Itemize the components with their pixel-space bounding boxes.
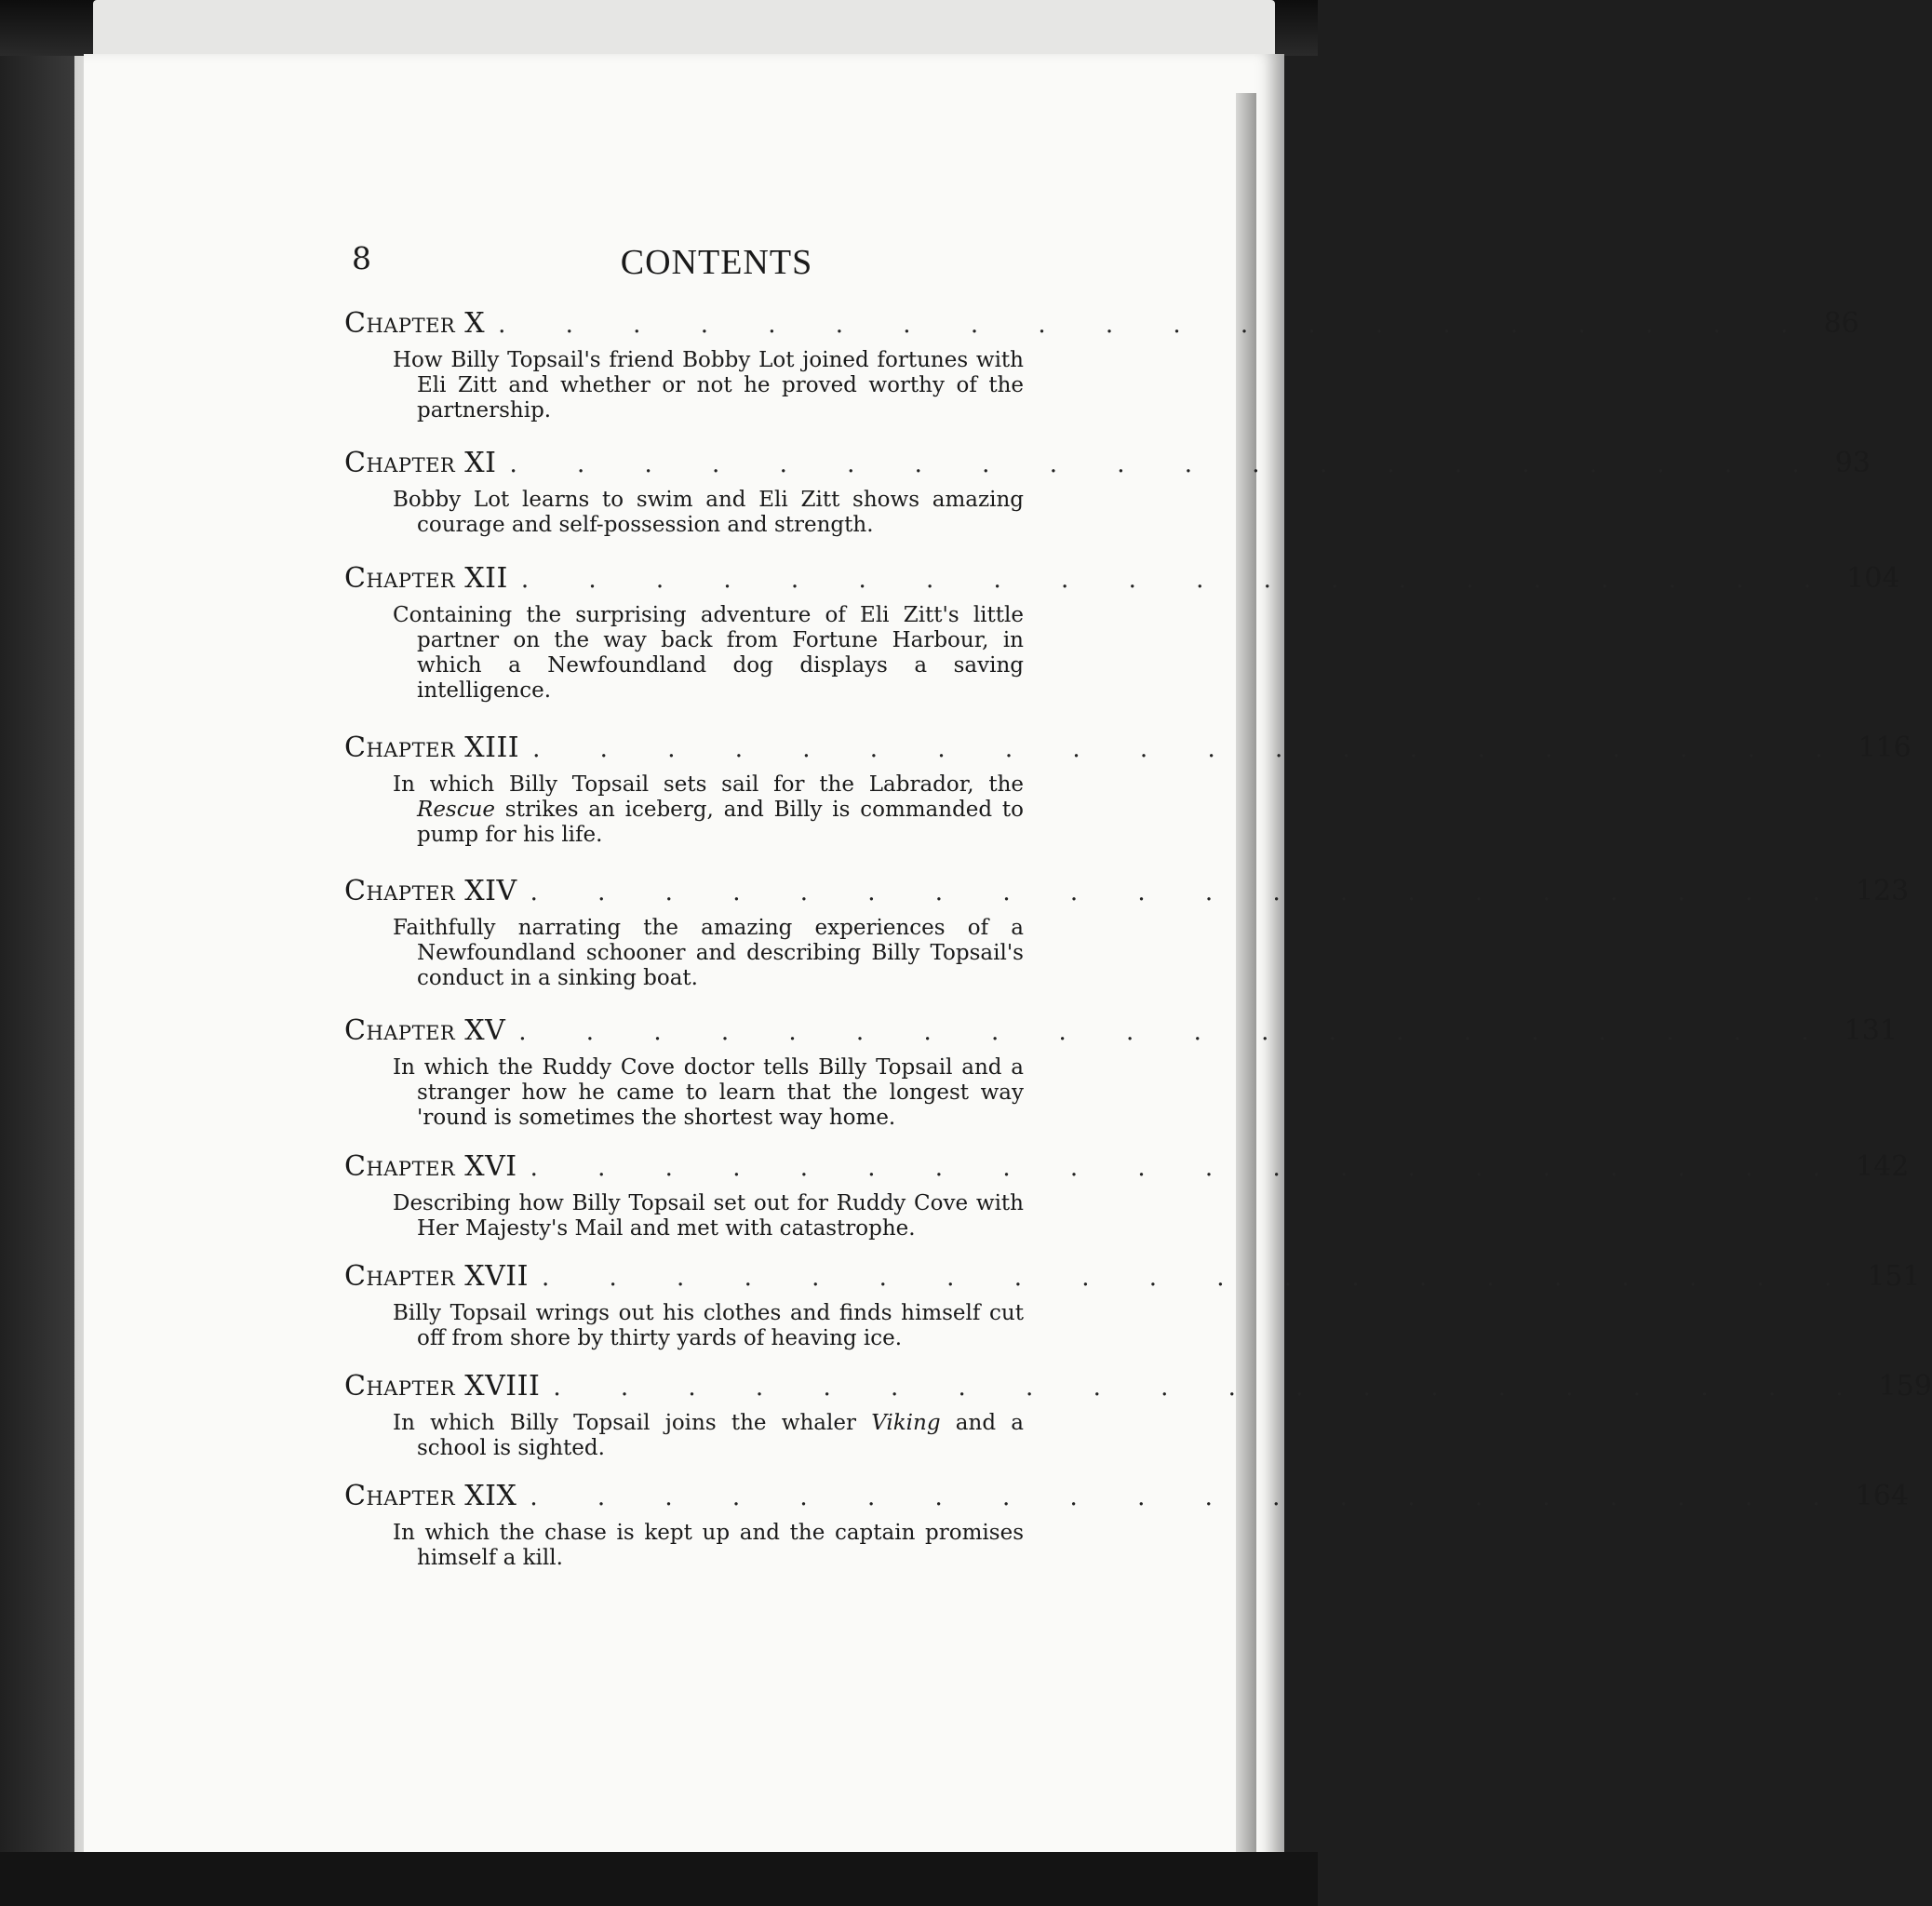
dot-leader: . . . . . . . . . . . . . . . . . . . . bbox=[518, 1018, 1835, 1046]
chapter-summary: In which the Ruddy Cove doctor tells Billy Topsail and a stranger how he came to learn that the longest way 'round is sometimes the shortest way home. bbox=[393, 1055, 1024, 1130]
chapter-summary: Describing how Billy Topsail set out for Ruddy Cove with Her Majesty's Mail and met with catastrophe. bbox=[393, 1191, 1024, 1241]
summary-text: In which Billy Topsail joins the whaler bbox=[393, 1411, 872, 1435]
chapter-label: Chapter XIV bbox=[344, 875, 517, 907]
dot-leader: . . . . . . . . . . . . . . . . . . . . bbox=[498, 311, 1815, 339]
page-reference: 142 bbox=[1855, 1150, 1910, 1183]
chapter-label: Chapter X bbox=[344, 307, 486, 340]
dot-leader: . . . . . . . . . . . . . . . . . . . . bbox=[532, 735, 1849, 763]
page-heading: CONTENTS bbox=[620, 243, 813, 282]
chapter-label: Chapter XIX bbox=[344, 1480, 517, 1512]
page-reference: 164 bbox=[1855, 1480, 1909, 1512]
dot-leader: . . . . . . . . . . . . . . . . . . . . bbox=[530, 1154, 1846, 1182]
toc-entry bbox=[344, 1150, 1910, 1242]
dot-leader: . . . . . . . . . . . . . . . . . . . . bbox=[553, 1374, 1870, 1402]
chapter-label: Chapter XII bbox=[344, 562, 508, 595]
toc-entry bbox=[344, 307, 1859, 423]
summary-text: In which Billy Topsail sets sail for the Labrador, the bbox=[393, 772, 1024, 797]
chapter-summary: How Billy Topsail's friend Bobby Lot joined fortunes with Eli Zitt and whether or not he proved worthy of the partnership. bbox=[393, 348, 1024, 423]
page-number: 8 bbox=[352, 240, 371, 276]
chapter-summary: Faithfully narrating the amazing experiences of a Newfoundland schooner and describing Billy Topsail's conduct in a sinking boat. bbox=[393, 916, 1024, 990]
page-reference: 93 bbox=[1834, 447, 1871, 479]
page-reference: 104 bbox=[1846, 562, 1900, 595]
toc-entry bbox=[344, 1370, 1932, 1461]
ship-name: Viking bbox=[871, 1411, 941, 1435]
page-reference: 116 bbox=[1858, 732, 1912, 764]
dot-leader: . . . . . . . . . . . . . . . . . . . . bbox=[509, 450, 1826, 478]
page-reference: 86 bbox=[1823, 307, 1859, 340]
dark-background-left bbox=[0, 56, 74, 1852]
toc-entry bbox=[344, 1014, 1898, 1131]
chapter-label: Chapter XVI bbox=[344, 1150, 517, 1183]
chapter-label: Chapter XIII bbox=[344, 732, 520, 764]
chapter-summary: Containing the surprising adventure of Eli Zitt's little partner on the way back from Fortune Harbour, in which a Newfoundland dog displays a saving intelligence. bbox=[393, 603, 1024, 703]
contents-page bbox=[344, 0, 1932, 1906]
chapter-label: Chapter XV bbox=[344, 1014, 506, 1047]
page-reference: 131 bbox=[1844, 1014, 1898, 1047]
chapter-summary: Billy Topsail wrings out his clothes and finds himself cut off from shore by thirty yards of heaving ice. bbox=[393, 1301, 1024, 1350]
summary-text: and a school is sighted. bbox=[417, 1411, 1025, 1460]
toc-entry bbox=[344, 1480, 1909, 1571]
chapter-summary: In which the chase is kept up and the captain promises himself a kill. bbox=[393, 1521, 1024, 1570]
dot-leader: . . . . . . . . . . . . . . . . . . . . bbox=[541, 1264, 1858, 1292]
page-reference: 159 bbox=[1878, 1370, 1932, 1403]
chapter-summary: Bobby Lot learns to swim and Eli Zitt shows amazing courage and self-possession and strength. bbox=[393, 488, 1024, 537]
summary-text: strikes an iceberg, and Billy is commanded to pump for his life. bbox=[417, 798, 1024, 847]
toc-entry bbox=[344, 562, 1900, 704]
ship-name: Rescue bbox=[417, 798, 496, 822]
toc-entry bbox=[344, 447, 1871, 538]
dot-leader: . . . . . . . . . . . . . . . . . . . . bbox=[530, 1483, 1846, 1511]
chapter-summary bbox=[393, 1411, 1024, 1461]
chapter-summary bbox=[393, 772, 1024, 848]
page-reference: 123 bbox=[1855, 875, 1910, 907]
toc-entry bbox=[344, 1260, 1921, 1351]
chapter-label: Chapter XVII bbox=[344, 1260, 529, 1293]
page-reference: 151 bbox=[1867, 1260, 1921, 1293]
toc-entry bbox=[344, 875, 1910, 991]
toc-entry bbox=[344, 732, 1912, 848]
page-gutter-shadow bbox=[1236, 93, 1256, 1861]
dot-leader: . . . . . . . . . . . . . . . . . . . . bbox=[530, 879, 1846, 906]
chapter-label: Chapter XI bbox=[344, 447, 497, 479]
chapter-label: Chapter XVIII bbox=[344, 1370, 541, 1403]
dot-leader: . . . . . . . . . . . . . . . . . . . . bbox=[520, 566, 1838, 594]
